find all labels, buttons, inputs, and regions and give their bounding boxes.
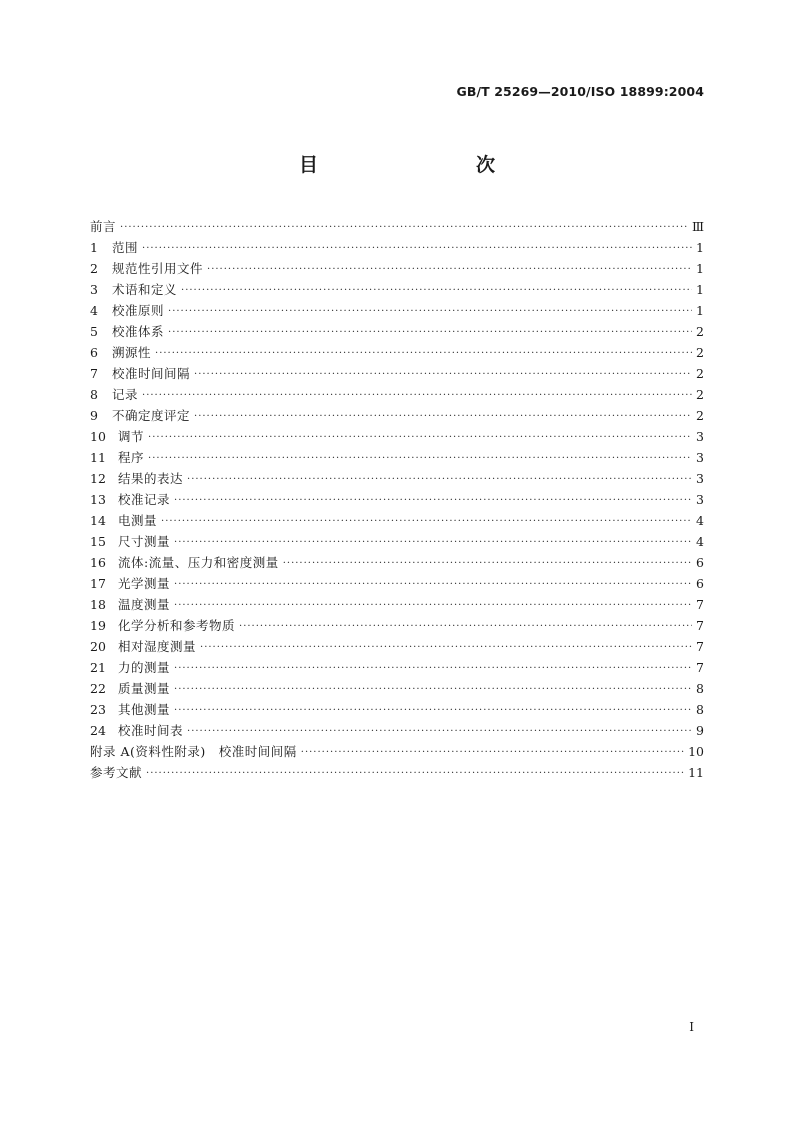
toc-entry-number: 23 [90, 702, 106, 717]
toc-entry[interactable] [90, 426, 704, 447]
toc-entry-number: 18 [90, 597, 106, 612]
toc-leader-dots [168, 323, 692, 342]
toc-entry-label: 术语和定义 [112, 282, 178, 297]
toc-leader-dots [200, 638, 692, 657]
footer-page-number: I [689, 1020, 694, 1034]
toc-entry-page: 1 [696, 240, 704, 255]
toc-entry-label: 质量测量 [118, 681, 171, 696]
toc-entry-number: 10 [90, 429, 106, 444]
toc-entry[interactable] [90, 447, 704, 468]
toc-entry-number: 19 [90, 618, 106, 633]
toc-leader-dots [174, 533, 692, 552]
toc-entry[interactable] [90, 300, 704, 321]
toc-entry-label: 范围 [112, 240, 139, 255]
toc-leader-dots [174, 701, 692, 720]
toc-entry-label: 尺寸测量 [118, 534, 171, 549]
toc-entry-label: 附录 A(资料性附录) 校准时间间隔 [90, 744, 297, 759]
toc-entry[interactable] [90, 237, 704, 258]
toc-leader-dots [283, 554, 692, 573]
toc-entry[interactable] [90, 657, 704, 678]
toc-entry-number: 5 [90, 324, 98, 339]
toc-entry-page: 6 [696, 576, 704, 591]
toc-entry-page: 1 [696, 261, 704, 276]
toc-entry-number: 17 [90, 576, 106, 591]
toc-entry[interactable] [90, 279, 704, 300]
toc-leader-dots [181, 281, 692, 300]
toc-entry-number: 7 [90, 366, 98, 381]
toc-entry[interactable] [90, 342, 704, 363]
toc-entry-page: 4 [696, 513, 704, 528]
toc-entry[interactable] [90, 762, 704, 783]
toc-entry-label: 校准原则 [112, 303, 165, 318]
toc-leader-dots [148, 449, 692, 468]
toc-entry-page: 3 [696, 471, 704, 486]
toc-entry-number: 20 [90, 639, 106, 654]
toc-leader-dots [142, 386, 692, 405]
toc-entry-label: 电测量 [118, 513, 158, 528]
toc-entry-label: 流体:流量、压力和密度测量 [118, 555, 279, 570]
toc-entry-page: 10 [688, 744, 704, 759]
toc-entry-number: 8 [90, 387, 98, 402]
toc-entry[interactable] [90, 321, 704, 342]
toc-entry[interactable] [90, 741, 704, 762]
toc-leader-dots [187, 470, 692, 489]
toc-entry-label: 校准记录 [118, 492, 171, 507]
toc-entry-page: 3 [696, 450, 704, 465]
toc-leader-dots [161, 512, 692, 531]
toc-entry[interactable] [90, 678, 704, 699]
toc-entry-number: 4 [90, 303, 98, 318]
toc-entry-label: 力的测量 [118, 660, 171, 675]
toc-entry-page: 4 [696, 534, 704, 549]
toc-entry-label: 参考文献 [90, 765, 143, 780]
toc-leader-dots [168, 302, 692, 321]
toc-entry[interactable] [90, 531, 704, 552]
toc-entry-number: 12 [90, 471, 106, 486]
page-title: 目 次 [298, 154, 535, 176]
toc-leader-dots [174, 491, 692, 510]
toc-entry-number: 1 [90, 240, 98, 255]
toc-entry-page: 2 [696, 345, 704, 360]
toc-entry[interactable] [90, 405, 704, 426]
toc-entry-page: Ⅲ [691, 219, 704, 234]
toc-entry-label: 前言 [90, 219, 117, 234]
toc-entry-number: 15 [90, 534, 106, 549]
toc-entry-number: 14 [90, 513, 106, 528]
toc-leader-dots [174, 680, 692, 699]
toc-entry-label: 校准体系 [112, 324, 165, 339]
toc-entry-label: 其他测量 [118, 702, 171, 717]
toc-entry-number: 9 [90, 408, 98, 423]
toc-entry-page: 1 [696, 303, 704, 318]
toc-entry[interactable] [90, 720, 704, 741]
toc-entry[interactable] [90, 489, 704, 510]
toc-leader-dots [301, 743, 684, 762]
toc-entry[interactable] [90, 258, 704, 279]
toc-entry-page: 7 [696, 660, 704, 675]
toc-leader-dots [146, 764, 684, 783]
toc-entry-number: 22 [90, 681, 106, 696]
toc-leader-dots [142, 239, 692, 258]
toc-entry-page: 8 [696, 702, 704, 717]
toc-entry-number: 11 [90, 450, 106, 465]
toc-entry-number: 24 [90, 723, 106, 738]
toc-leader-dots [148, 428, 692, 447]
toc-entry-number: 16 [90, 555, 106, 570]
toc-entry-label: 溯源性 [112, 345, 152, 360]
toc-leader-dots [207, 260, 692, 279]
toc-entry-number: 3 [90, 282, 98, 297]
toc-entry-page: 7 [696, 639, 704, 654]
toc-leader-dots [239, 617, 692, 636]
toc-entry-page: 2 [696, 324, 704, 339]
toc-entry-page: 2 [696, 366, 704, 381]
toc-entry-label: 光学测量 [118, 576, 171, 591]
toc-entry[interactable] [90, 363, 704, 384]
toc-entry-page: 2 [696, 408, 704, 423]
toc-entry-page: 8 [696, 681, 704, 696]
toc-leader-dots [187, 722, 692, 741]
toc-entry[interactable] [90, 573, 704, 594]
toc-entry-page: 3 [696, 492, 704, 507]
toc-entry-label: 规范性引用文件 [112, 261, 204, 276]
toc-entry[interactable] [90, 216, 704, 237]
toc-entry[interactable] [90, 594, 704, 615]
toc-entry-label: 调节 [118, 429, 145, 444]
toc-entry-label: 校准时间表 [118, 723, 184, 738]
toc-leader-dots [174, 575, 692, 594]
toc-entry[interactable] [90, 636, 704, 657]
toc-entry[interactable] [90, 384, 704, 405]
toc-entry[interactable] [90, 552, 704, 573]
toc-leader-dots [194, 407, 692, 426]
toc-entry-label: 相对湿度测量 [118, 639, 197, 654]
toc-leader-dots [194, 365, 692, 384]
toc-leader-dots [174, 596, 692, 615]
toc-entry-label: 校准时间间隔 [112, 366, 191, 381]
toc-entry-label: 记录 [112, 387, 139, 402]
toc-leader-dots [155, 344, 692, 363]
toc-entry[interactable] [90, 468, 704, 489]
toc-entry-page: 6 [696, 555, 704, 570]
toc-entry-number: 13 [90, 492, 106, 507]
toc-entry-label: 化学分析和参考物质 [118, 618, 236, 633]
toc-entry-number: 21 [90, 660, 106, 675]
toc-entry-label: 温度测量 [118, 597, 171, 612]
toc-entry-number: 6 [90, 345, 98, 360]
toc-entry-label: 不确定度评定 [112, 408, 191, 423]
toc-entry-number: 2 [90, 261, 98, 276]
toc-entry-page: 1 [696, 282, 704, 297]
toc-entry[interactable] [90, 699, 704, 720]
toc-entry-page: 7 [696, 597, 704, 612]
toc-entry[interactable] [90, 510, 704, 531]
toc-leader-dots [174, 659, 692, 678]
toc-entry[interactable] [90, 615, 704, 636]
table-of-contents [90, 216, 704, 783]
toc-entry-page: 11 [688, 765, 704, 780]
standard-code: GB/T 25269—2010/ISO 18899:2004 [456, 84, 704, 99]
toc-entry-page: 2 [696, 387, 704, 402]
toc-entry-label: 程序 [118, 450, 145, 465]
toc-leader-dots [120, 218, 688, 237]
toc-entry-page: 9 [696, 723, 704, 738]
toc-entry-page: 7 [696, 618, 704, 633]
toc-entry-label: 结果的表达 [118, 471, 184, 486]
toc-entry-page: 3 [696, 429, 704, 444]
